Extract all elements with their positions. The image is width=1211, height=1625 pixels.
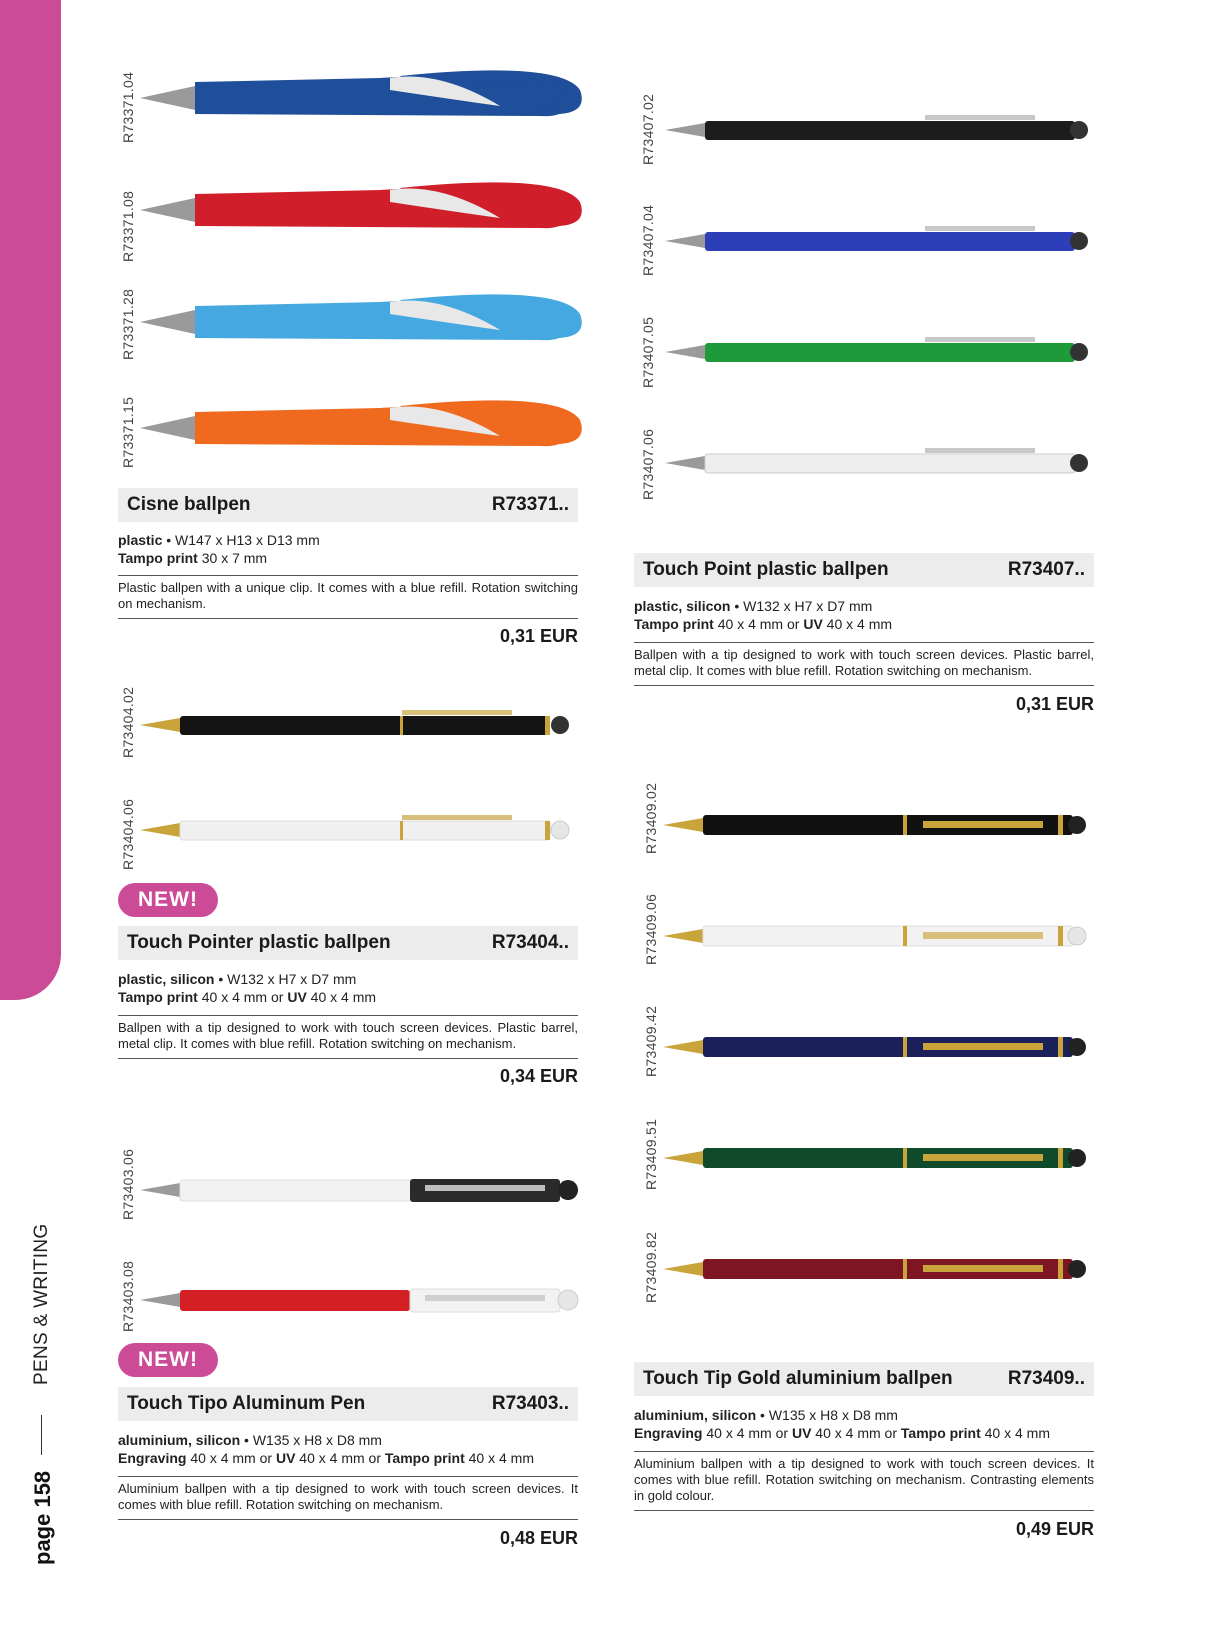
pen-image xyxy=(140,182,582,228)
variant-code: R73409.42 xyxy=(643,1005,659,1077)
divider xyxy=(41,1415,42,1455)
product-title-bar xyxy=(634,1362,1094,1396)
variant-code: R73403.08 xyxy=(120,1260,136,1332)
product-title-bar xyxy=(118,926,578,960)
print-size: 40 x 4 mm xyxy=(717,616,784,632)
material: aluminium, silicon xyxy=(634,1407,757,1423)
page-number: page 158 xyxy=(30,1470,55,1565)
print-method: Tampo print xyxy=(118,989,198,1005)
print-method: Engraving xyxy=(118,1450,187,1466)
product-price: 0,49 EUR xyxy=(1015,1519,1094,1539)
pen-image xyxy=(140,70,582,116)
print-method: Tampo print xyxy=(118,550,198,566)
product-description: Plastic ballpen with a unique clip. It comes with a blue refill. Rotation switching on mechanism. xyxy=(118,575,578,619)
product-spec: aluminium, silicon • W135 x H8 x D8 mm Engraving 40 x 4 mm or UV 40 x 4 mm or Tampo print 40 x 4 mm xyxy=(118,1432,534,1466)
product-spec: plastic, silicon • W132 x H7 x D7 mm Tampo print 40 x 4 mm or UV 40 x 4 mm xyxy=(118,971,377,1005)
product-title-bar xyxy=(634,553,1094,587)
product-ref: R73404.. xyxy=(491,932,569,953)
dimensions: W135 x H8 x D8 mm xyxy=(252,1432,382,1448)
product-ref: R73403.. xyxy=(491,1393,569,1414)
product-description: Ballpen with a tip designed to work with touch screen devices. Plastic barrel, metal clip. It comes with blue refill. Rotation switching on mechanism. xyxy=(118,1015,578,1059)
pen-image xyxy=(665,448,1088,473)
product-name: Touch Tipo Aluminum Pen xyxy=(127,1393,366,1414)
variant-code: R73371.28 xyxy=(120,288,136,360)
pen-image xyxy=(140,710,569,735)
variant-code: R73407.04 xyxy=(640,204,656,276)
material: plastic, silicon xyxy=(634,598,731,614)
product-ref: R73371.. xyxy=(491,494,569,515)
pen-image xyxy=(140,400,582,446)
dimensions: W132 x H7 x D7 mm xyxy=(227,971,357,987)
print-method: Engraving xyxy=(634,1425,703,1441)
pen-image xyxy=(140,294,582,340)
print-size: 40 x 4 mm xyxy=(299,1450,365,1466)
pen-image xyxy=(140,1289,578,1312)
product-ref: R73407.. xyxy=(1007,559,1085,580)
product-spec: plastic • W147 x H13 x D13 mm Tampo print 30 x 7 mm xyxy=(118,532,320,566)
material: plastic xyxy=(118,532,163,548)
product-name: Cisne ballpen xyxy=(127,494,251,515)
print-method: UV xyxy=(803,616,823,632)
variant-code: R73407.05 xyxy=(640,316,656,388)
variant-code: R73407.06 xyxy=(640,428,656,500)
print-method: UV xyxy=(791,1425,812,1441)
print-method: UV xyxy=(287,989,307,1005)
pen-image xyxy=(665,337,1088,362)
pen-image xyxy=(663,815,1086,835)
product-description: Ballpen with a tip designed to work with touch screen devices. Plastic barrel, metal clip. It comes with blue refill. Rotation switching on mechanism. xyxy=(634,642,1094,686)
product-price: 0,48 EUR xyxy=(499,1528,578,1548)
product-spec: plastic, silicon • W132 x H7 x D7 mm Tampo print 40 x 4 mm or UV 40 x 4 mm xyxy=(634,598,893,632)
print-size: 40 x 4 mm xyxy=(468,1450,534,1466)
product-title-bar xyxy=(118,488,578,522)
variant-code: R73409.51 xyxy=(643,1118,659,1190)
new-badge: NEW! xyxy=(118,1343,218,1377)
variant-code: R73404.06 xyxy=(120,798,136,870)
variant-code: R73409.82 xyxy=(643,1231,659,1303)
pen-image xyxy=(663,926,1086,946)
section-label: PENS & WRITING xyxy=(31,1223,52,1385)
pen-image xyxy=(665,226,1088,251)
print-size: 40 x 4 mm xyxy=(826,616,893,632)
product-price: 0,34 EUR xyxy=(499,1066,578,1086)
variant-code: R73403.06 xyxy=(120,1148,136,1220)
print-size: 40 x 4 mm xyxy=(706,1425,772,1441)
product-title-bar xyxy=(118,1387,578,1421)
product-price: 0,31 EUR xyxy=(1015,694,1094,714)
print-method: Tampo print xyxy=(634,616,714,632)
product-description: Aluminium ballpen with a tip designed to work with touch screen devices. It comes with blue refill. Rotation switching on mechanism. xyxy=(118,1476,578,1520)
variant-code: R73409.06 xyxy=(643,893,659,965)
print-size: 40 x 4 mm xyxy=(310,989,377,1005)
variant-code: R73371.08 xyxy=(120,190,136,262)
dimensions: W135 x H8 x D8 mm xyxy=(768,1407,898,1423)
product-name: Touch Tip Gold aluminium ballpen xyxy=(643,1368,953,1389)
print-size: 40 x 4 mm xyxy=(190,1450,256,1466)
print-method: Tampo print xyxy=(900,1425,981,1441)
material: aluminium, silicon xyxy=(118,1432,241,1448)
touch-tip-gold-pen-images xyxy=(663,800,1103,1300)
print-size: 40 x 4 mm xyxy=(201,989,268,1005)
product-name: Touch Point plastic ballpen xyxy=(643,559,889,580)
print-method: Tampo print xyxy=(384,1450,465,1466)
touch-tipo-pen-images xyxy=(140,1165,600,1315)
dimensions: W147 x H13 x D13 mm xyxy=(175,532,320,548)
variant-code: R73407.02 xyxy=(640,93,656,165)
pen-image xyxy=(140,815,569,840)
variant-code: R73409.02 xyxy=(643,782,659,854)
print-size: 40 x 4 mm xyxy=(815,1425,881,1441)
print-size: 40 x 4 mm xyxy=(984,1425,1050,1441)
pen-image xyxy=(663,1148,1086,1168)
dimensions: W132 x H7 x D7 mm xyxy=(743,598,873,614)
variant-code: R73371.15 xyxy=(120,396,136,468)
touch-pointer-pen-images xyxy=(140,700,590,850)
product-description: Aluminium ballpen with a tip designed to work with touch screen devices. It comes with blue refill. Rotation switching on mechanism. Contrasting elements in gold colour. xyxy=(634,1451,1094,1511)
section-tab xyxy=(0,0,61,1000)
product-price: 0,31 EUR xyxy=(499,626,578,646)
material: plastic, silicon xyxy=(118,971,215,987)
pen-image xyxy=(663,1037,1086,1057)
new-badge: NEW! xyxy=(118,883,218,917)
cisne-pen-images xyxy=(140,60,600,460)
print-size: 30 x 7 mm xyxy=(201,550,268,566)
product-ref: R73409.. xyxy=(1007,1368,1085,1389)
pen-image xyxy=(665,115,1088,140)
pen-image xyxy=(663,1259,1086,1279)
variant-code: R73404.02 xyxy=(120,686,136,758)
touch-point-pen-images xyxy=(665,105,1110,485)
print-method: UV xyxy=(275,1450,296,1466)
variant-code: R73371.04 xyxy=(120,71,136,143)
product-name: Touch Pointer plastic ballpen xyxy=(127,932,391,953)
product-spec: aluminium, silicon • W135 x H8 x D8 mm Engraving 40 x 4 mm or UV 40 x 4 mm or Tampo print 40 x 4 mm xyxy=(634,1407,1050,1441)
pen-image xyxy=(140,1179,578,1202)
